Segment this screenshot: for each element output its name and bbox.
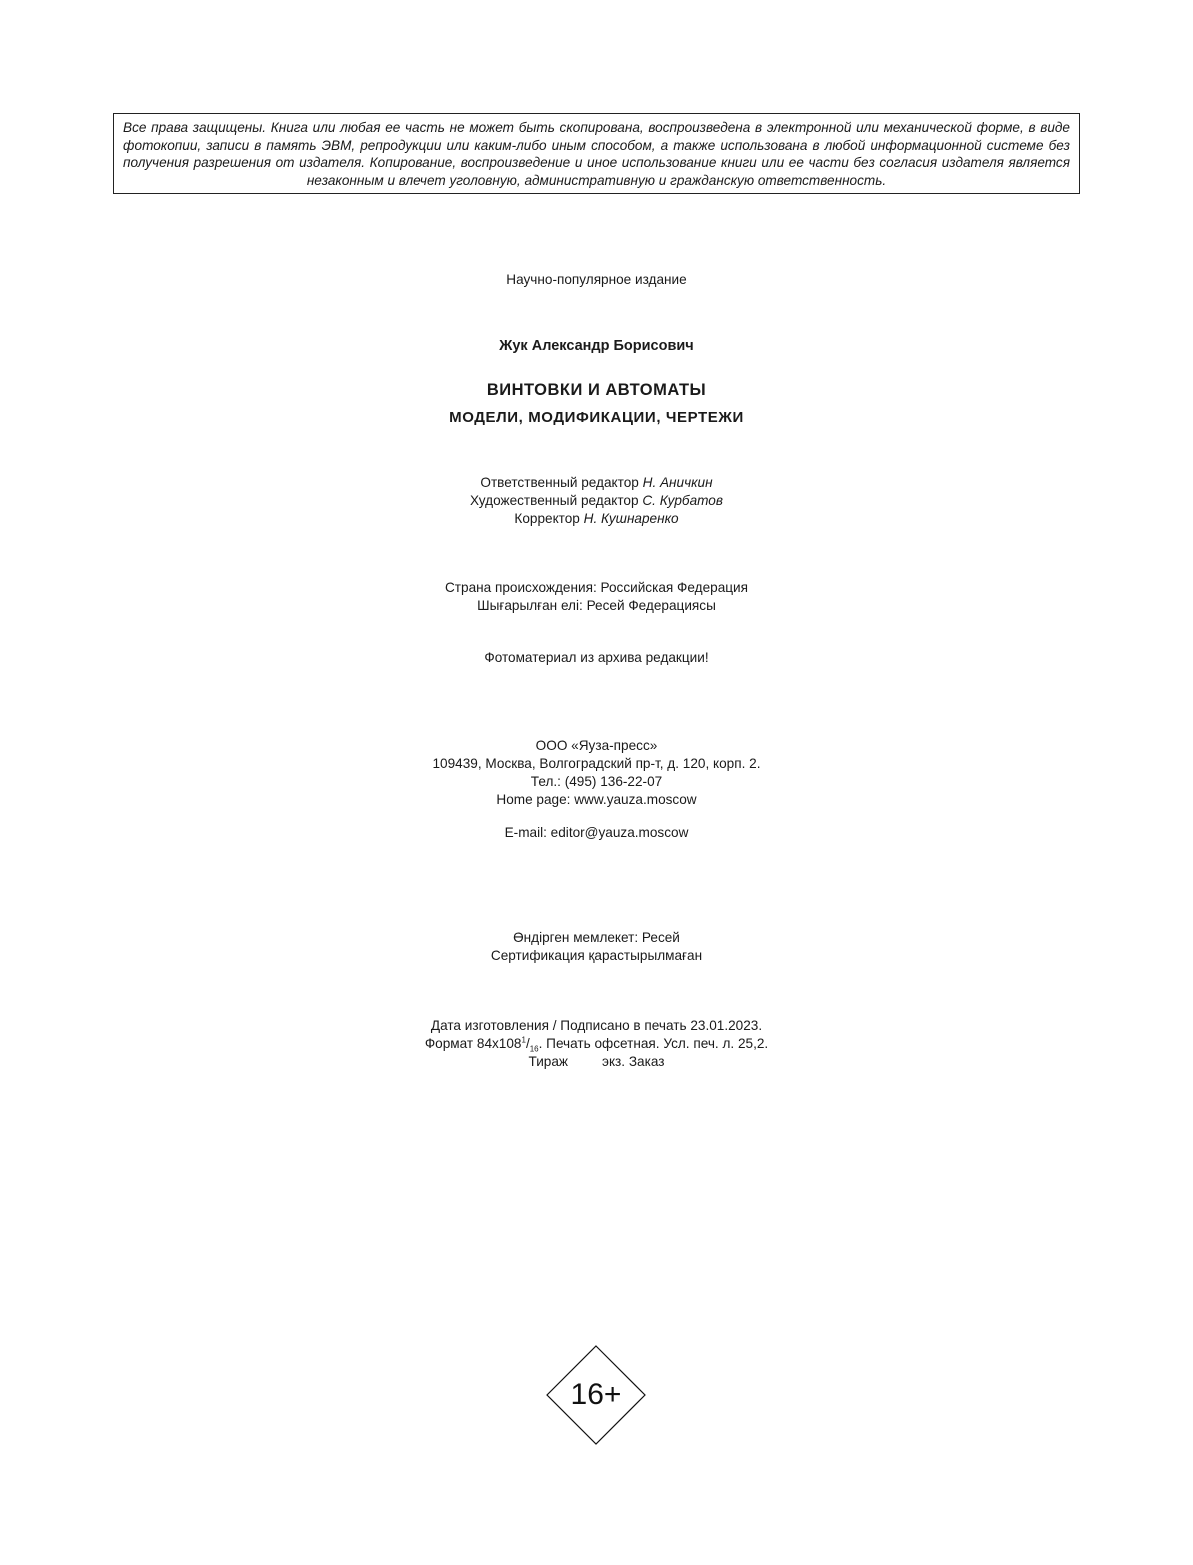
kz-info-block <box>0 929 1193 965</box>
credit-name: Н. Кушнаренко <box>583 511 679 526</box>
photo-note-text: Фотоматериал из архива редакции! <box>484 650 709 665</box>
credit-name: С. Курбатов <box>642 493 723 508</box>
format-prefix: Формат 84х108 <box>424 1036 522 1051</box>
author <box>0 337 1193 355</box>
format-denominator: 16 <box>529 1044 539 1054</box>
origin-country-ru: Страна происхождения: Российская Федерация <box>444 580 749 595</box>
copyright-text: Все права защищены. Книга или любая ее часть не может быть скопирована, воспроизведена в электронной или механической форме, в виде фотокопии, записи в память ЭВМ, репродукции или каким-либо иным способом, а также использована в любой информационной системе без получения разрешения от издателя. Копирование, воспроизведение и иное использование книги или ее части без согласия издателя является незаконным и влечет уголовную, административную и гражданскую ответственность. <box>123 120 1070 188</box>
age-rating-badge <box>546 1345 646 1445</box>
format-suffix: . Печать офсетная. Усл. печ. л. 25,2. <box>538 1036 769 1051</box>
print-info-block <box>0 1017 1193 1071</box>
copyright-notice <box>113 113 1080 194</box>
book-subtitle <box>0 409 1193 427</box>
age-rating-text: 16+ <box>570 1378 622 1411</box>
print-run-suffix: экз. Заказ <box>602 1054 665 1069</box>
print-format: Формат $84х108^1/_{16}$. Печать офсетная. Усл. печ. л. 25,2. <box>424 1035 769 1054</box>
print-date: Дата изготовления / Подписано в печать 23.01.2023. <box>430 1018 763 1033</box>
book-title <box>0 381 1193 399</box>
edition-type-text: Научно-популярное издание <box>506 272 687 287</box>
manufacturer-country: Өндірген мемлекет: Ресей <box>513 930 680 945</box>
photo-note <box>0 649 1193 667</box>
format-numerator: 1 <box>521 1035 526 1045</box>
credit-role: Корректор <box>514 511 580 526</box>
credit-role: Художественный редактор <box>470 493 639 508</box>
credit-name: Н. Аничкин <box>642 475 713 490</box>
publisher-homepage: Home page: www.yauza.moscow <box>496 792 697 807</box>
origin-country-kz: Шығарылған елі: Ресей Федерациясы <box>477 598 716 613</box>
publisher-name: ООО «Яуза-пресс» <box>535 738 658 753</box>
origin-block <box>0 579 1193 615</box>
author-name: Жук Александр Борисович <box>499 338 694 354</box>
publisher-phone: Тел.: (495) 136-22-07 <box>530 774 663 789</box>
publisher-address: 109439, Москва, Волгоградский пр-т, д. 120, корп. 2. <box>432 756 761 771</box>
book-title-text: ВИНТОВКИ И АВТОМАТЫ <box>486 381 707 399</box>
publisher-email: E-mail: editor@yauza.moscow <box>504 825 689 840</box>
credit-line <box>0 510 1193 528</box>
credit-role: Ответственный редактор <box>480 475 639 490</box>
print-run <box>0 1053 1193 1071</box>
credits-block <box>0 474 1193 528</box>
print-run-label: Тираж <box>528 1054 569 1069</box>
certification-note: Сертификация қарастырылмаған <box>490 948 703 963</box>
credit-line <box>0 492 1193 510</box>
edition-type <box>0 271 1193 289</box>
credit-line <box>0 474 1193 492</box>
publisher-email-block <box>0 824 1193 842</box>
book-subtitle-text: МОДЕЛИ, МОДИФИКАЦИИ, ЧЕРТЕЖИ <box>449 409 744 426</box>
publisher-block <box>0 737 1193 809</box>
